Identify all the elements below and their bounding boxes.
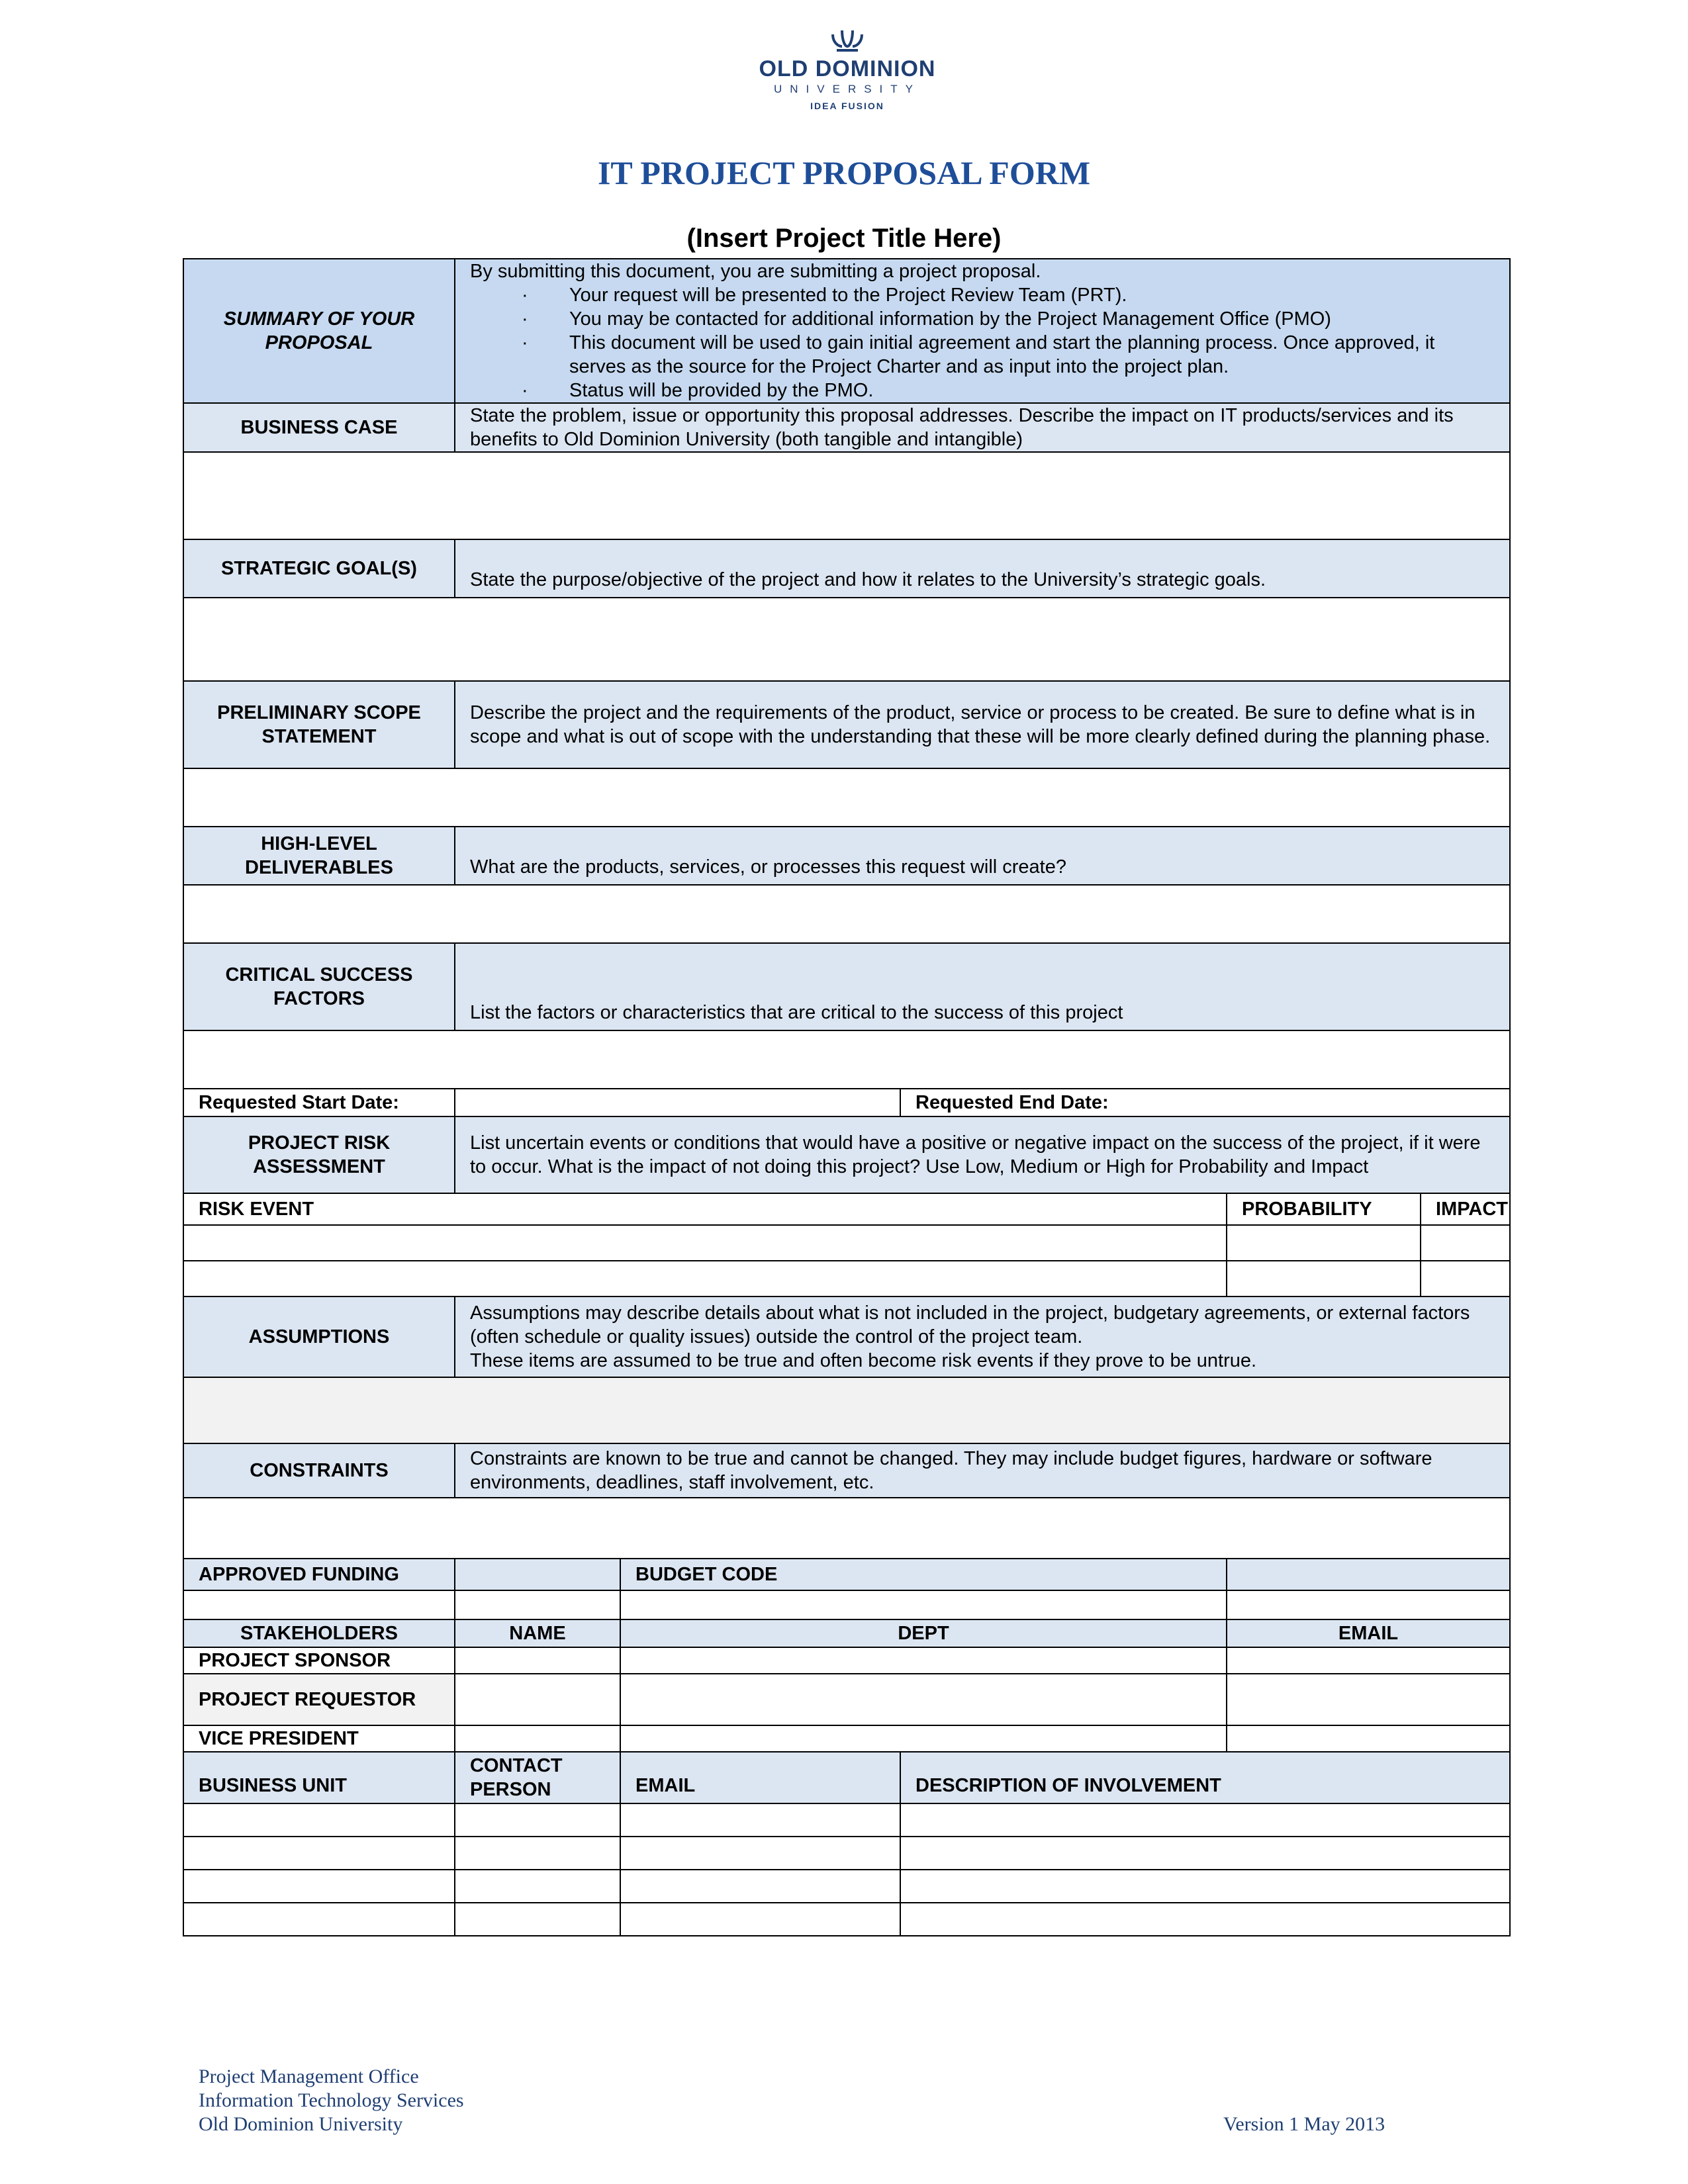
business-unit-header: BUSINESS UNIT [183, 1752, 455, 1803]
assumptions-text-1: Assumptions may describe details about what is not included in the project, budgetary agreements, or external factors (often schedule or quality issues) outside the control of the project team. [470, 1302, 1470, 1347]
business-case-label: BUSINESS CASE [183, 403, 455, 452]
summary-bullet: · This document will be used to gain initial agreement and start the planning process. Once approved, it serves as the source for the Project Charter and as input into the project plan. [470, 331, 1495, 379]
strategic-goals-label: STRATEGIC GOAL(S) [183, 539, 455, 598]
logo-tagline: IDEA FUSION [810, 101, 884, 111]
requestor-email-input[interactable] [1227, 1674, 1510, 1725]
funding-blank[interactable] [1227, 1590, 1510, 1619]
start-date-label: Requested Start Date: [183, 1089, 455, 1116]
footer-line-1: Project Management Office [199, 2066, 419, 2087]
summary-bullet: · Your request will be presented to the Project Review Team (PRT). [470, 283, 1495, 307]
risk-event-input[interactable] [183, 1225, 1227, 1261]
probability-input[interactable] [1227, 1261, 1421, 1297]
approved-funding-input[interactable] [455, 1559, 620, 1590]
impact-input[interactable] [1421, 1225, 1510, 1261]
approved-funding-label: APPROVED FUNDING [183, 1559, 455, 1590]
assumptions-input[interactable] [183, 1377, 1510, 1443]
vp-name-input[interactable] [455, 1725, 620, 1752]
footer-address [199, 2065, 464, 2136]
project-sponsor-label: PROJECT SPONSOR [183, 1647, 455, 1674]
constraints-label: CONSTRAINTS [183, 1443, 455, 1498]
assumptions-label: ASSUMPTIONS [183, 1297, 455, 1377]
sponsor-dept-input[interactable] [620, 1647, 1227, 1674]
constraints-instructions: Constraints are known to be true and cannot be changed. They may include budget figures, hardware or software environments, deadlines, staff involvement, etc. [455, 1443, 1510, 1498]
risk-row [183, 1261, 1510, 1297]
vp-email-input[interactable] [1227, 1725, 1510, 1752]
unit-input[interactable] [183, 1903, 455, 1936]
start-date-input[interactable] [455, 1089, 900, 1116]
project-requestor-label: PROJECT REQUESTOR [183, 1674, 455, 1725]
constraints-input[interactable] [183, 1498, 1510, 1559]
unit-input[interactable] [183, 1870, 455, 1903]
unit-input[interactable] [183, 1803, 455, 1837]
risk-label: PROJECT RISK ASSESSMENT [183, 1116, 455, 1193]
summary-text [455, 259, 1510, 403]
unit-email-input[interactable] [620, 1870, 900, 1903]
impact-input[interactable] [1421, 1261, 1510, 1297]
page-title: IT PROJECT PROPOSAL FORM [597, 154, 1091, 191]
risk-row [183, 1225, 1510, 1261]
scope-instructions: Describe the project and the requirements of the product, service or process to be created. Be sure to define what is in scope and what is out of scope with the understanding that these will be more clearly defined during the planning phase. [455, 681, 1510, 768]
funding-blank[interactable] [620, 1590, 1227, 1619]
description-input[interactable] [900, 1870, 1510, 1903]
unit-email-input[interactable] [620, 1803, 900, 1837]
footer-line-3: Old Dominion University [199, 2113, 403, 2135]
funding-blank[interactable] [183, 1590, 455, 1619]
footer-version: Version 1 May 2013 [1223, 2113, 1385, 2135]
proposal-form [183, 258, 1511, 1936]
business-unit-row [183, 1903, 1510, 1936]
business-unit-row [183, 1870, 1510, 1903]
requestor-name-input[interactable] [455, 1674, 620, 1725]
stakeholders-header: STAKEHOLDERS [183, 1619, 455, 1647]
footer-line-2: Information Technology Services [199, 2089, 464, 2111]
unit-input[interactable] [183, 1837, 455, 1870]
assumptions-text-2: These items are assumed to be true and often become risk events if they prove to be untrue. [470, 1350, 1257, 1371]
sponsor-name-input[interactable] [455, 1647, 620, 1674]
description-header: DESCRIPTION OF INVOLVEMENT [900, 1752, 1510, 1803]
risk-instructions: List uncertain events or conditions that would have a positive or negative impact on the success of the project, if it were to occur. What is the impact of not doing this project? Use Low, Medium or High for Probability and Impact [455, 1116, 1510, 1193]
description-input[interactable] [900, 1803, 1510, 1837]
business-unit-row [183, 1837, 1510, 1870]
csf-label: CRITICAL SUCCESS FACTORS [183, 943, 455, 1030]
description-input[interactable] [900, 1837, 1510, 1870]
probability-input[interactable] [1227, 1225, 1421, 1261]
logo-sub: UNIVERSITY [773, 83, 921, 95]
email-header: EMAIL [1227, 1619, 1510, 1647]
name-header: NAME [455, 1619, 620, 1647]
summary-label: SUMMARY OF YOUR PROPOSAL [183, 259, 455, 403]
description-input[interactable] [900, 1903, 1510, 1936]
deliverables-label: HIGH-LEVEL DELIVERABLES [183, 827, 455, 885]
csf-instructions: List the factors or characteristics that are critical to the success of this project [455, 943, 1510, 1030]
unit-email-input[interactable] [620, 1837, 900, 1870]
vp-dept-input[interactable] [620, 1725, 1227, 1752]
end-date-label: Requested End Date: [900, 1089, 1510, 1116]
logo-name: OLD DOMINION [759, 56, 936, 81]
summary-bullets [470, 283, 1495, 402]
dept-header: DEPT [620, 1619, 1227, 1647]
summary-intro: By submitting this document, you are submitting a project proposal. [470, 261, 1041, 282]
business-unit-row [183, 1803, 1510, 1837]
probability-header: PROBABILITY [1227, 1193, 1421, 1225]
contact-input[interactable] [455, 1837, 620, 1870]
university-logo [728, 26, 966, 126]
unit-email-input[interactable] [620, 1903, 900, 1936]
strategic-goals-instructions: State the purpose/objective of the project and how it relates to the University’s strategic goals. [455, 539, 1510, 598]
contact-input[interactable] [455, 1803, 620, 1837]
contact-input[interactable] [455, 1903, 620, 1936]
risk-event-header: RISK EVENT [183, 1193, 1227, 1225]
funding-blank[interactable] [455, 1590, 620, 1619]
vice-president-label: VICE PRESIDENT [183, 1725, 455, 1752]
business-case-input[interactable] [183, 452, 1510, 539]
summary-row [183, 259, 1510, 403]
contact-input[interactable] [455, 1870, 620, 1903]
strategic-goals-input[interactable] [183, 598, 1510, 681]
requestor-dept-input[interactable] [620, 1674, 1227, 1725]
risk-event-input[interactable] [183, 1261, 1227, 1297]
business-case-instructions: State the problem, issue or opportunity this proposal addresses. Describe the impact on IT products/services and its benefits to Old Dominion University (both tangible and intangible) [455, 403, 1510, 452]
unit-email-header: EMAIL [620, 1752, 900, 1803]
scope-label: PRELIMINARY SCOPE STATEMENT [183, 681, 455, 768]
crown-icon [827, 26, 867, 53]
contact-person-header: CONTACT PERSON [455, 1752, 620, 1803]
summary-bullet: · You may be contacted for additional information by the Project Management Office (PMO) [470, 307, 1495, 331]
budget-code-input[interactable] [1227, 1559, 1510, 1590]
deliverables-instructions: What are the products, services, or processes this request will create? [455, 827, 1510, 885]
impact-header: IMPACT [1421, 1193, 1510, 1225]
summary-bullet: · Status will be provided by the PMO. [470, 379, 1495, 402]
sponsor-email-input[interactable] [1227, 1647, 1510, 1674]
assumptions-instructions [455, 1297, 1510, 1377]
csf-input[interactable] [183, 1030, 1510, 1089]
deliverables-input[interactable] [183, 885, 1510, 943]
project-title-placeholder[interactable]: (Insert Project Title Here) [686, 224, 1002, 253]
scope-input[interactable] [183, 768, 1510, 827]
budget-code-label: BUDGET CODE [620, 1559, 1227, 1590]
